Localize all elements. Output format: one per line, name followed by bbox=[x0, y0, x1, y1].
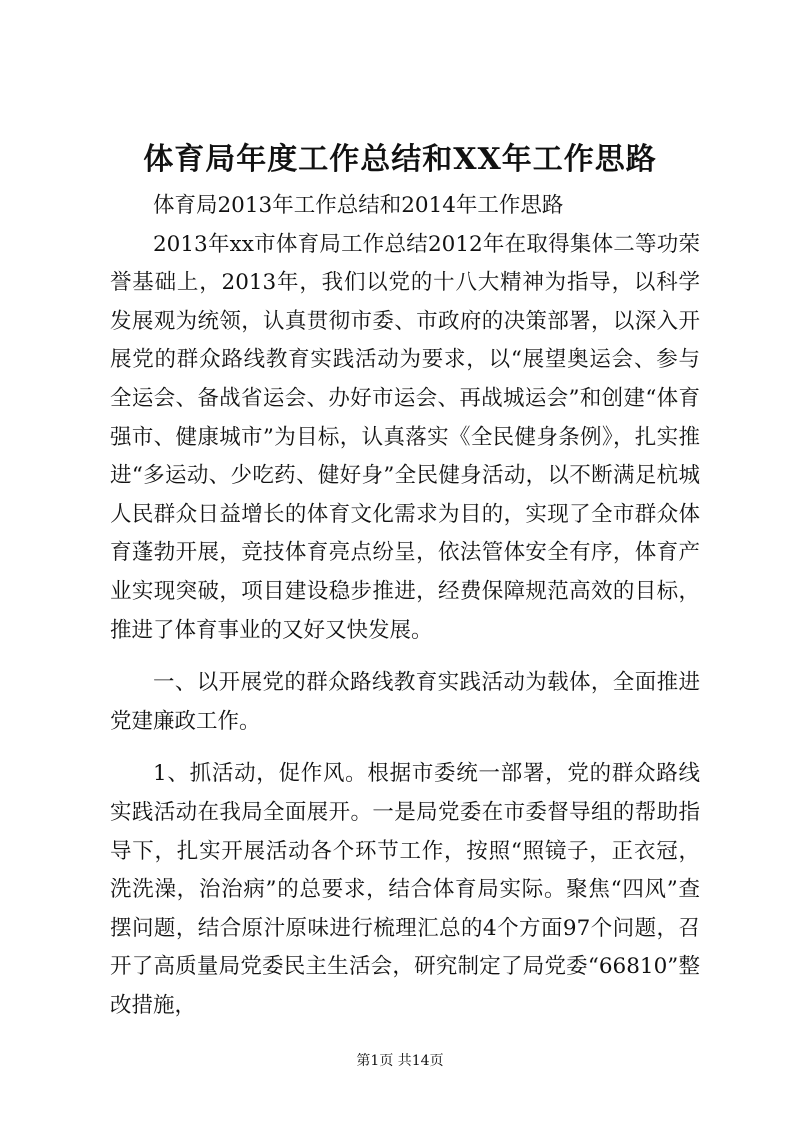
section-heading-paragraph: 一、以开展党的群众路线教育实践活动为载体，全面推进党建廉政工作。 bbox=[110, 670, 700, 734]
page-footer: 第1页 共14页 bbox=[356, 1053, 444, 1069]
intro-paragraph: 2013年xx市体育局工作总结2012年在取得集体二等功荣誉基础上，2013年，我们以党的十八大精神为指导，以科学发展观为统领，认真贯彻市委、市政府的决策部署，以深入开展党的群众路线教育实践活动为要求，以“展望奥运会、参与全运会、备战省运会、办好市运会、再战城运会”和创建“体育强市、健康城市”为目标，认真落实《全民健身条例》，扎实推进“多运动、少吃药、健好身”全民健身活动，以不断满足杭城人民群众日益增长的体育文化需求为目的，实现了全市群众体育蓬勃开展，竞技体育亮点纷呈，依法管体安全有序，体育产业实现突破，项目建设稳步推进，经费保障规范高效的目标，推进了体育事业的又好又快发展。 bbox=[110, 231, 700, 643]
document-title: 体育局年度工作总结和XX年工作思路 bbox=[143, 142, 657, 177]
section-item-paragraph: 1、抓活动，促作风。根据市委统一部署，党的群众路线实践活动在我局全面展开。一是局党委在市委督导组的帮助指导下，扎实开展活动各个环节工作，按照“照镜子，正衣冠，洗洗澡，治治病”的总要求，结合体育局实际。聚焦“四风”查摆问题，结合原汁原味进行梳理汇总的4个方面97个问题，召开了高质量局党委民主生活会，研究制定了局党委“66810”整改措施， bbox=[110, 761, 700, 1018]
subtitle-paragraph: 体育局2013年工作总结和2014年工作思路 bbox=[153, 193, 564, 218]
document-body bbox=[110, 187, 700, 1025]
